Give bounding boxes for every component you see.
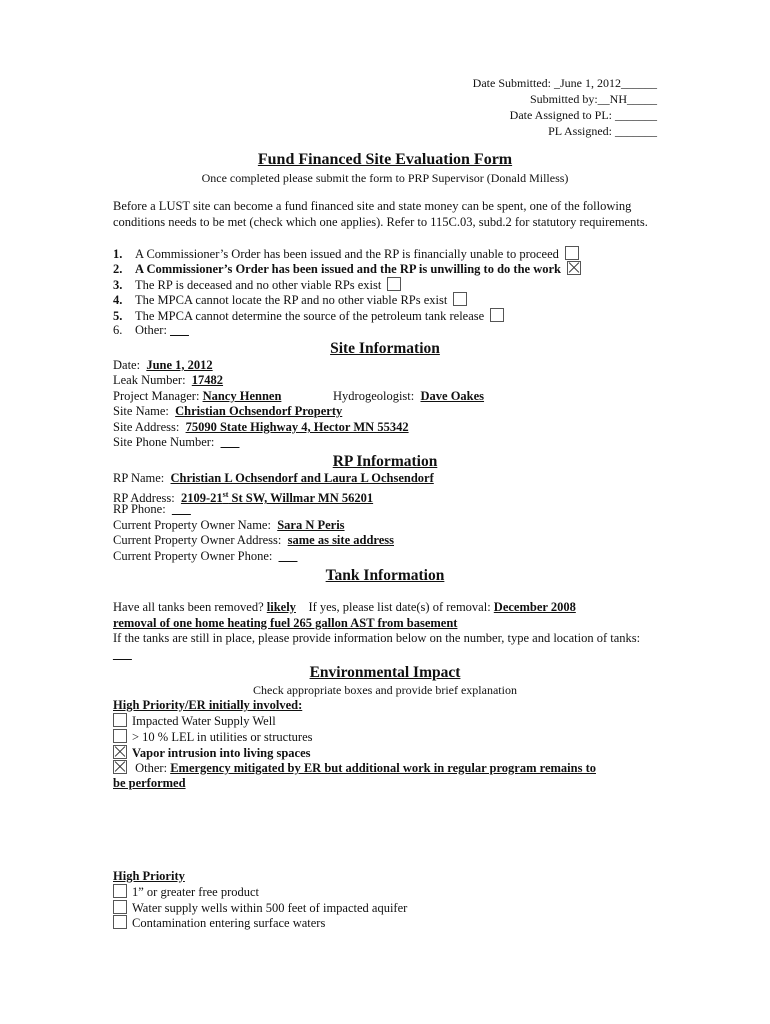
removal-detail-answer[interactable]: removal of one home heating fuel 265 gallon AST from basement [113, 616, 458, 630]
condition-text: Other: [135, 323, 167, 337]
other-explanation-cont [113, 776, 186, 792]
rp-phone-line [113, 502, 191, 518]
project-manager-line [113, 389, 281, 405]
condition-4 [113, 292, 467, 309]
intro-text: Before a LUST site can become a fund financed site and state money can be spent, one of the following conditions needs to be met (check which one applies). Refer to 115C.03, subd.2 for statutory requirements. [113, 199, 648, 229]
hp-er-item-text: Other: [135, 761, 168, 775]
hp-item-text: Contamination entering surface waters [132, 916, 326, 930]
condition-4-checkbox[interactable] [453, 292, 467, 306]
owner-phone-value[interactable]: ___ [278, 549, 298, 563]
site-date-line [113, 358, 213, 374]
hp-er-item-text: Vapor intrusion into living spaces [132, 746, 311, 760]
hydrogeologist-value[interactable]: Dave Oakes [420, 389, 485, 403]
tanks-removed-question: Have all tanks been removed? [113, 600, 264, 614]
condition-number: 6. [113, 323, 123, 337]
rp-phone-label: RP Phone: [113, 502, 166, 516]
tanks-in-place-question: If the tanks are still in place, please provide information below on the number, type and location of tanks: [113, 631, 641, 645]
site-date-value[interactable]: June 1, 2012 [146, 358, 213, 372]
rp-address-part: 2109-21 [180, 491, 223, 506]
other-explanation-line-2[interactable]: be performed [113, 776, 186, 790]
hp-er-item-text: > 10 % LEL in utilities or structures [132, 730, 313, 744]
condition-number: 1. [113, 247, 123, 261]
submitted-by: Submitted by:__NH_____ [529, 92, 657, 106]
rp-name-value[interactable]: Christian L Ochsendorf and Laura L Ochsendorf [170, 471, 434, 485]
tanks-removed-line [113, 600, 576, 616]
date-submitted: Date Submitted: _June 1, 2012______ [472, 76, 657, 90]
hp-label: High Priority [113, 869, 185, 883]
site-phone-value[interactable]: ___ [220, 435, 240, 449]
condition-text: The MPCA cannot determine the source of the petroleum tank release [135, 309, 485, 323]
hydrogeologist-label: Hydrogeologist: [333, 389, 415, 403]
condition-2 [113, 261, 581, 278]
pl-assigned: PL Assigned: _______ [548, 124, 657, 138]
site-address-label: Site Address: [113, 420, 180, 434]
owner-address-label: Current Property Owner Address: [113, 533, 282, 547]
hydrogeologist-line [333, 389, 484, 405]
hp-er-item [113, 713, 276, 730]
owner-name-value[interactable]: Sara N Peris [277, 518, 345, 532]
site-address-value[interactable]: 75090 State Highway 4, Hector MN 55342 [185, 420, 409, 434]
tanks-in-place-answer[interactable]: ___ [113, 646, 132, 661]
form-subtitle: Once completed please submit the form to PRP Supervisor (Donald Milless) [201, 171, 569, 185]
submission-header [473, 75, 657, 139]
hp-er-item [113, 760, 596, 777]
condition-number: 5. [113, 309, 123, 323]
project-manager-label: Project Manager: [113, 389, 200, 403]
hp-er-item-text: Impacted Water Supply Well [132, 714, 276, 728]
hp-item-text: 1” or greater free product [132, 885, 260, 899]
condition-text: The RP is deceased and no other viable RPs exist [135, 278, 382, 292]
impacted-well-checkbox[interactable] [113, 713, 127, 727]
condition-number: 2. [113, 262, 123, 276]
form-title: Fund Financed Site Evaluation Form [257, 151, 513, 168]
env-impact-heading: Environmental Impact [309, 664, 461, 681]
condition-6-value[interactable]: ___ [170, 323, 189, 337]
owner-name-label: Current Property Owner Name: [113, 518, 271, 532]
leak-number-label: Leak Number: [113, 373, 186, 387]
site-name-line [113, 404, 342, 420]
rp-address-superscript: st [222, 490, 229, 499]
rp-address-label: RP Address: [113, 491, 175, 506]
rp-address-value[interactable] [181, 491, 373, 505]
site-date-label: Date: [113, 358, 141, 372]
site-phone-line [113, 435, 239, 451]
condition-1-checkbox[interactable] [565, 246, 579, 260]
leak-number-value[interactable]: 17482 [191, 373, 224, 387]
condition-text: A Commissioner’s Order has been issued and the RP is unwilling to do the work [135, 262, 561, 276]
free-product-checkbox[interactable] [113, 884, 127, 898]
site-name-value[interactable]: Christian Ochsendorf Property [175, 404, 343, 418]
rp-address-part: St SW, Willmar MN 56201 [228, 491, 374, 506]
owner-address-value[interactable]: same as site address [287, 533, 394, 547]
project-manager-value[interactable]: Nancy Hennen [202, 389, 282, 403]
removal-detail-line [113, 616, 457, 632]
hp-item-text: Water supply wells within 500 feet of impacted aquifer [132, 901, 408, 915]
rp-phone-value[interactable]: ___ [171, 502, 191, 516]
condition-text: The MPCA cannot locate the RP and no other viable RPs exist [135, 293, 448, 307]
condition-number: 4. [113, 293, 123, 307]
hp-er-item [113, 729, 313, 746]
rp-info-heading: RP Information [332, 453, 438, 470]
leak-number-line [113, 373, 223, 389]
rp-name-label: RP Name: [113, 471, 165, 485]
site-info-heading: Site Information [330, 340, 440, 357]
removal-date-question: If yes, please list date(s) of removal: [308, 600, 491, 614]
owner-phone-label: Current Property Owner Phone: [113, 549, 273, 563]
other-explanation[interactable]: Emergency mitigated by ER but additional work in regular program remains to [170, 761, 596, 775]
site-phone-label: Site Phone Number: [113, 435, 215, 449]
hp-item [113, 884, 259, 901]
condition-2-checkbox[interactable] [567, 261, 581, 275]
lel-checkbox[interactable] [113, 729, 127, 743]
condition-3-checkbox[interactable] [387, 277, 401, 291]
hp-item [113, 915, 325, 932]
tanks-removed-answer[interactable]: likely [266, 600, 296, 614]
condition-6 [113, 323, 189, 339]
date-assigned: Date Assigned to PL: _______ [509, 108, 657, 122]
site-name-label: Site Name: [113, 404, 169, 418]
removal-date-answer[interactable]: December 2008 [493, 600, 576, 614]
site-address-line [113, 420, 409, 436]
surface-water-checkbox[interactable] [113, 915, 127, 929]
hp-er-label: High Priority/ER initially involved: [113, 698, 303, 712]
owner-phone-line [113, 549, 297, 565]
owner-address-line [113, 533, 394, 549]
env-instructions: Check appropriate boxes and provide brief explanation [253, 683, 517, 697]
tanks-in-place-paragraph [113, 631, 661, 662]
tank-info-heading: Tank Information [325, 567, 445, 584]
owner-name-line [113, 518, 345, 534]
condition-5-checkbox[interactable] [490, 308, 504, 322]
condition-number: 3. [113, 278, 123, 292]
condition-text: A Commissioner’s Order has been issued and the RP is financially unable to proceed [135, 247, 559, 261]
other-checkbox[interactable] [113, 760, 127, 774]
vapor-intrusion-checkbox[interactable] [113, 745, 127, 759]
rp-name-line [113, 471, 434, 487]
water-supply-checkbox[interactable] [113, 900, 127, 914]
